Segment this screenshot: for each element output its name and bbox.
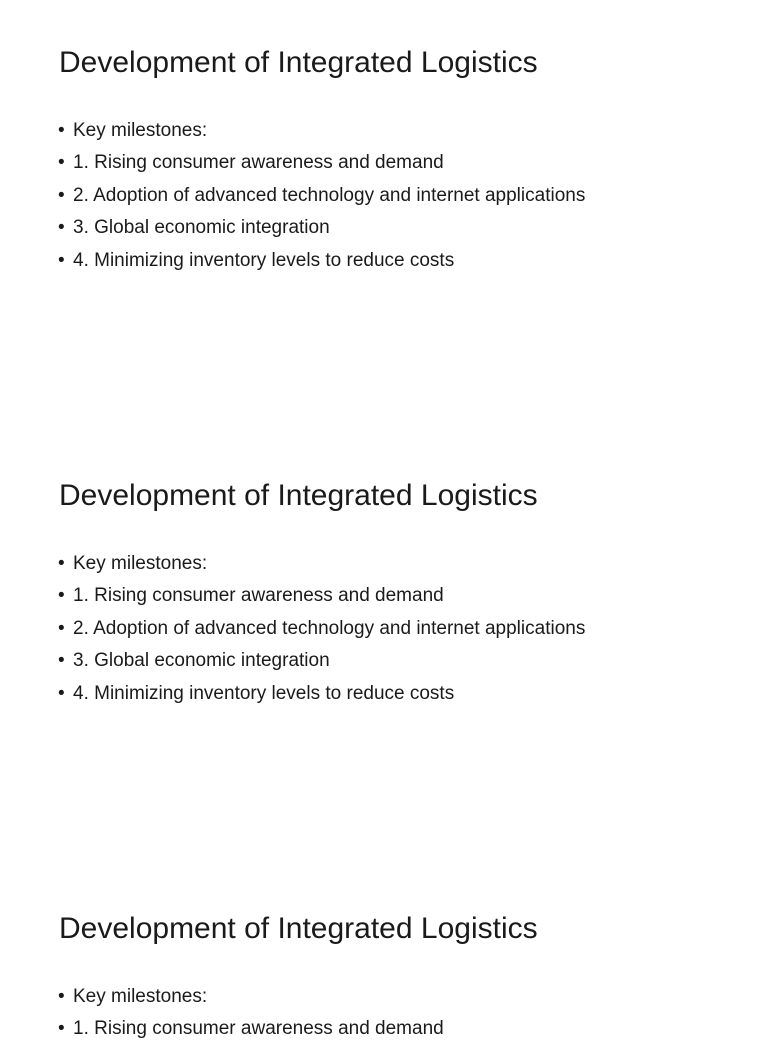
bullet-item	[58, 981, 444, 1013]
bullet-dot-icon: •	[58, 184, 65, 206]
bullet-dot-icon: •	[58, 120, 65, 141]
slide-title: Development of Integrated Logistics	[59, 46, 538, 79]
bullet-item	[58, 548, 585, 580]
bullet-item	[58, 1013, 444, 1045]
bullet-item	[58, 245, 585, 277]
slide-1	[0, 0, 768, 433]
bullet-list	[58, 981, 444, 1046]
bullet-item	[58, 180, 585, 212]
bullet-item	[58, 212, 585, 244]
slide-3	[0, 866, 768, 1040]
bullet-dot-icon: •	[58, 585, 65, 607]
bullet-dot-icon: •	[58, 152, 65, 174]
bullet-list	[58, 115, 585, 277]
bullet-item	[58, 115, 585, 147]
slide-title: Development of Integrated Logistics	[59, 912, 538, 945]
bullet-dot-icon: •	[58, 617, 65, 639]
bullet-text: 1. Rising consumer awareness and demand	[73, 152, 444, 174]
slide-2	[0, 433, 768, 866]
bullet-dot-icon: •	[58, 682, 65, 704]
bullet-dot-icon: •	[58, 650, 65, 672]
bullet-item	[58, 645, 585, 677]
bullet-item	[58, 613, 585, 645]
bullet-dot-icon: •	[58, 249, 65, 271]
bullet-text: Key milestones:	[73, 986, 208, 1007]
bullet-text: 2. Adoption of advanced technology and internet applications	[73, 617, 586, 639]
bullet-text: 4. Minimizing inventory levels to reduce costs	[73, 682, 455, 704]
slide-title: Development of Integrated Logistics	[59, 479, 538, 512]
bullet-text: 1. Rising consumer awareness and demand	[73, 585, 444, 607]
bullet-text: 4. Minimizing inventory levels to reduce costs	[73, 249, 455, 271]
bullet-text: 1. Rising consumer awareness and demand	[73, 1018, 444, 1040]
bullet-dot-icon: •	[58, 553, 65, 574]
bullet-text: 3. Global economic integration	[73, 217, 330, 239]
bullet-text: Key milestones:	[73, 120, 208, 141]
bullet-text: Key milestones:	[73, 553, 208, 574]
bullet-item	[58, 678, 585, 710]
bullet-text: 2. Adoption of advanced technology and internet applications	[73, 184, 586, 206]
bullet-text: 3. Global economic integration	[73, 650, 330, 672]
bullet-dot-icon: •	[58, 217, 65, 239]
bullet-item	[58, 580, 585, 612]
bullet-list	[58, 548, 585, 710]
bullet-dot-icon: •	[58, 986, 65, 1007]
bullet-dot-icon: •	[58, 1018, 65, 1040]
bullet-item	[58, 147, 585, 179]
